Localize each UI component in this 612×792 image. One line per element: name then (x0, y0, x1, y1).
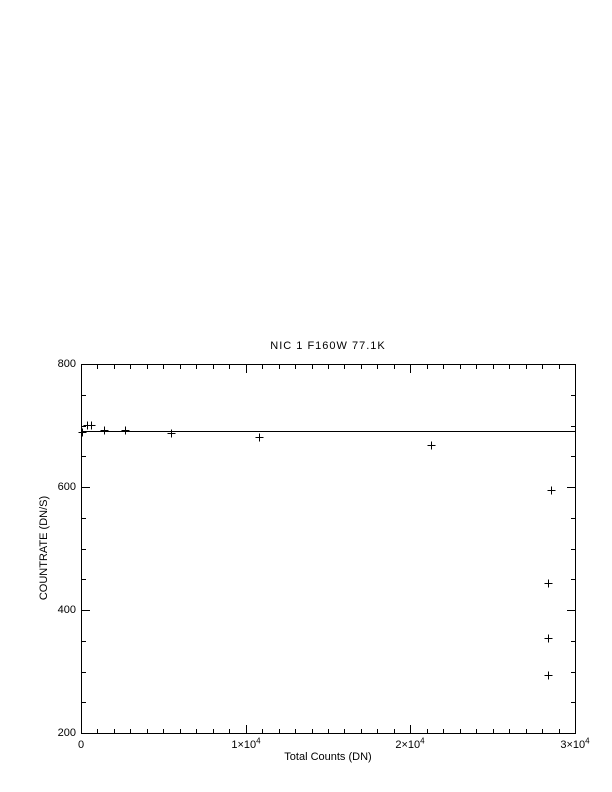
x-tick-label-text: 3×10 (560, 739, 586, 751)
x-tick-label-text: 1×10 (231, 739, 257, 751)
x-tick-label-exponent: 4 (420, 736, 425, 746)
y-tick-label: 200 (57, 727, 76, 739)
x-tick-label-text: 0 (77, 739, 85, 751)
y-tick-label: 600 (57, 481, 76, 493)
chart-title: NIC 1 F160W 77.1K (270, 340, 386, 352)
x-tick-label-exponent: 4 (585, 736, 590, 746)
x-tick-label (206, 736, 286, 751)
x-tick-label-exponent: 4 (256, 736, 261, 746)
x-tick-label (370, 736, 450, 751)
x-tick-label (41, 740, 121, 751)
y-tick-label: 800 (57, 358, 76, 370)
axis-box (82, 365, 576, 734)
x-tick-label (535, 736, 612, 751)
x-axis-label: Total Counts (DN) (284, 751, 372, 763)
y-axis-label-text: COUNTRATE (DN/S) (38, 495, 50, 601)
x-tick-label-text: 2×10 (395, 739, 421, 751)
y-tick-label: 400 (57, 604, 76, 616)
